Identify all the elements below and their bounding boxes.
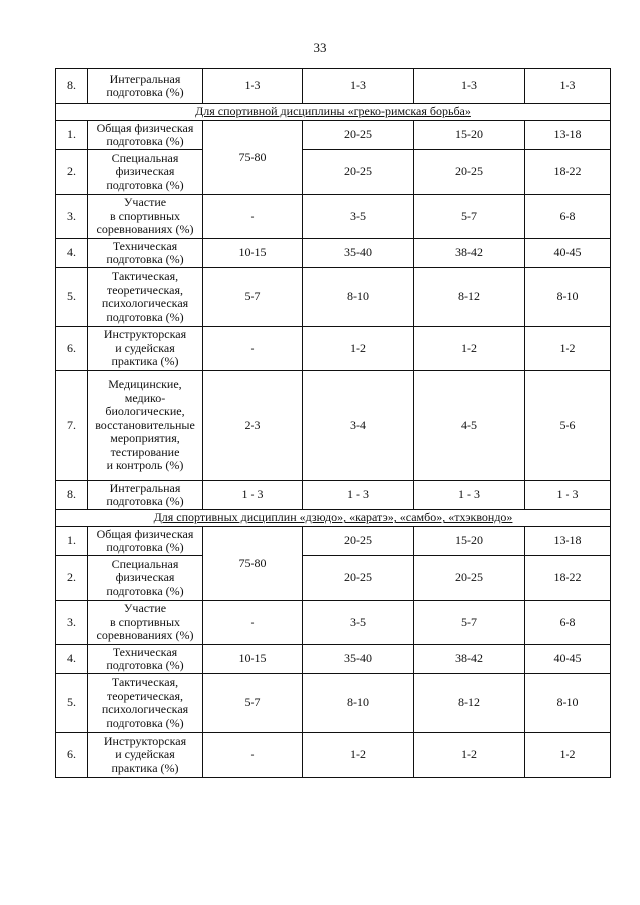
row-number: 4. [56, 239, 88, 268]
stage-4-value: 1-2 [525, 733, 611, 778]
table-row [56, 733, 611, 778]
row-number: 6. [56, 327, 88, 371]
section-title [56, 104, 611, 121]
stage-2-value: 1-3 [303, 69, 414, 104]
row-number: 8. [56, 69, 88, 104]
stage-3-value: 1-3 [414, 69, 525, 104]
stage-2-value: 3-4 [303, 371, 414, 481]
row-number: 2. [56, 556, 88, 601]
table-row [56, 121, 611, 150]
stage-4-value: 8-10 [525, 674, 611, 733]
stage-3-value: 5-7 [414, 601, 525, 645]
stage-2-value: 35-40 [303, 239, 414, 268]
stage-3-value: 5-7 [414, 195, 525, 239]
stage-3-value: 4-5 [414, 371, 525, 481]
stage-3-value: 1-2 [414, 327, 525, 371]
stage-4-value: 6-8 [525, 195, 611, 239]
stage-3-value: 8-12 [414, 268, 525, 327]
row-number: 1. [56, 527, 88, 556]
row-number: 6. [56, 733, 88, 778]
stage-3-value: 1-2 [414, 733, 525, 778]
row-number: 3. [56, 601, 88, 645]
stage-4-value: 1 - 3 [525, 481, 611, 510]
table-row [56, 195, 611, 239]
stage-3-value: 38-42 [414, 645, 525, 674]
stage-1-value: - [203, 601, 303, 645]
stage-4-value: 18-22 [525, 150, 611, 195]
stage-1-value: 5-7 [203, 268, 303, 327]
section-title-text: Для спортивной дисциплины «греко-римская борьба» [195, 104, 471, 119]
training-type-label: Общая физическая подготовка (%) [88, 121, 203, 150]
stage-1-value: - [203, 327, 303, 371]
table-row [56, 239, 611, 268]
table-row [56, 150, 611, 195]
stage-2-value: 3-5 [303, 195, 414, 239]
training-type-label: Тактическая, теоретическая, психологическая подготовка (%) [88, 268, 203, 327]
stage-1-value: 1-3 [203, 69, 303, 104]
stage-4-value: 40-45 [525, 239, 611, 268]
stage-1-value: 5-7 [203, 674, 303, 733]
training-type-label: Медицинские, медико- биологические, восстановительные мероприятия, тестирование и контроль (%) [88, 371, 203, 481]
stage-3-value: 38-42 [414, 239, 525, 268]
stage-2-value: 20-25 [303, 556, 414, 601]
table-row [56, 371, 611, 481]
stage-2-value: 1-2 [303, 327, 414, 371]
stage-1-value: - [203, 733, 303, 778]
stage-3-value: 20-25 [414, 150, 525, 195]
stage-4-value: 1-3 [525, 69, 611, 104]
stage-2-value: 8-10 [303, 268, 414, 327]
stage-3-value: 20-25 [414, 556, 525, 601]
training-type-label: Техническая подготовка (%) [88, 645, 203, 674]
stage-4-value: 8-10 [525, 268, 611, 327]
stage-1-value: 75-80 [203, 527, 303, 601]
stage-4-value: 1-2 [525, 327, 611, 371]
stage-1-value: 75-80 [203, 121, 303, 195]
stage-3-value: 8-12 [414, 674, 525, 733]
table-row [56, 327, 611, 371]
training-type-label: Инструкторская и судейская практика (%) [88, 327, 203, 371]
training-type-label: Участие в спортивных соревнованиях (%) [88, 195, 203, 239]
section-title-text: Для спортивных дисциплин «дзюдо», «каратэ», «самбо», «тхэквондо» [153, 510, 513, 525]
training-type-label: Общая физическая подготовка (%) [88, 527, 203, 556]
stage-1-value: 2-3 [203, 371, 303, 481]
training-type-label: Специальная физическая подготовка (%) [88, 150, 203, 195]
stage-2-value: 20-25 [303, 121, 414, 150]
row-number: 4. [56, 645, 88, 674]
row-number: 8. [56, 481, 88, 510]
row-number: 7. [56, 371, 88, 481]
table-row [56, 268, 611, 327]
stage-4-value: 13-18 [525, 121, 611, 150]
table-row [56, 69, 611, 104]
section-header-row [56, 510, 611, 527]
training-type-label: Специальная физическая подготовка (%) [88, 556, 203, 601]
stage-3-value: 1 - 3 [414, 481, 525, 510]
row-number: 1. [56, 121, 88, 150]
stage-1-value: 10-15 [203, 645, 303, 674]
stage-4-value: 18-22 [525, 556, 611, 601]
stage-1-value: 1 - 3 [203, 481, 303, 510]
table-row [56, 527, 611, 556]
stage-4-value: 13-18 [525, 527, 611, 556]
table-row [56, 601, 611, 645]
stage-3-value: 15-20 [414, 527, 525, 556]
training-type-label: Инструкторская и судейская практика (%) [88, 733, 203, 778]
stage-2-value: 1-2 [303, 733, 414, 778]
training-distribution-table [55, 68, 611, 778]
table-row [56, 645, 611, 674]
row-number: 2. [56, 150, 88, 195]
training-type-label: Интегральная подготовка (%) [88, 69, 203, 104]
training-type-label: Техническая подготовка (%) [88, 239, 203, 268]
section-header-row [56, 104, 611, 121]
training-type-label: Участие в спортивных соревнованиях (%) [88, 601, 203, 645]
training-type-label: Тактическая, теоретическая, психологическая подготовка (%) [88, 674, 203, 733]
stage-1-value: 10-15 [203, 239, 303, 268]
stage-2-value: 3-5 [303, 601, 414, 645]
table-row [56, 481, 611, 510]
row-number: 3. [56, 195, 88, 239]
stage-2-value: 20-25 [303, 150, 414, 195]
table-row [56, 556, 611, 601]
stage-2-value: 8-10 [303, 674, 414, 733]
stage-1-value: - [203, 195, 303, 239]
row-number: 5. [56, 674, 88, 733]
page-number: 33 [313, 40, 327, 55]
stage-2-value: 35-40 [303, 645, 414, 674]
stage-3-value: 15-20 [414, 121, 525, 150]
table-row [56, 674, 611, 733]
stage-2-value: 1 - 3 [303, 481, 414, 510]
training-type-label: Интегральная подготовка (%) [88, 481, 203, 510]
stage-4-value: 6-8 [525, 601, 611, 645]
stage-4-value: 5-6 [525, 371, 611, 481]
row-number: 5. [56, 268, 88, 327]
section-title [56, 510, 611, 527]
stage-4-value: 40-45 [525, 645, 611, 674]
stage-2-value: 20-25 [303, 527, 414, 556]
